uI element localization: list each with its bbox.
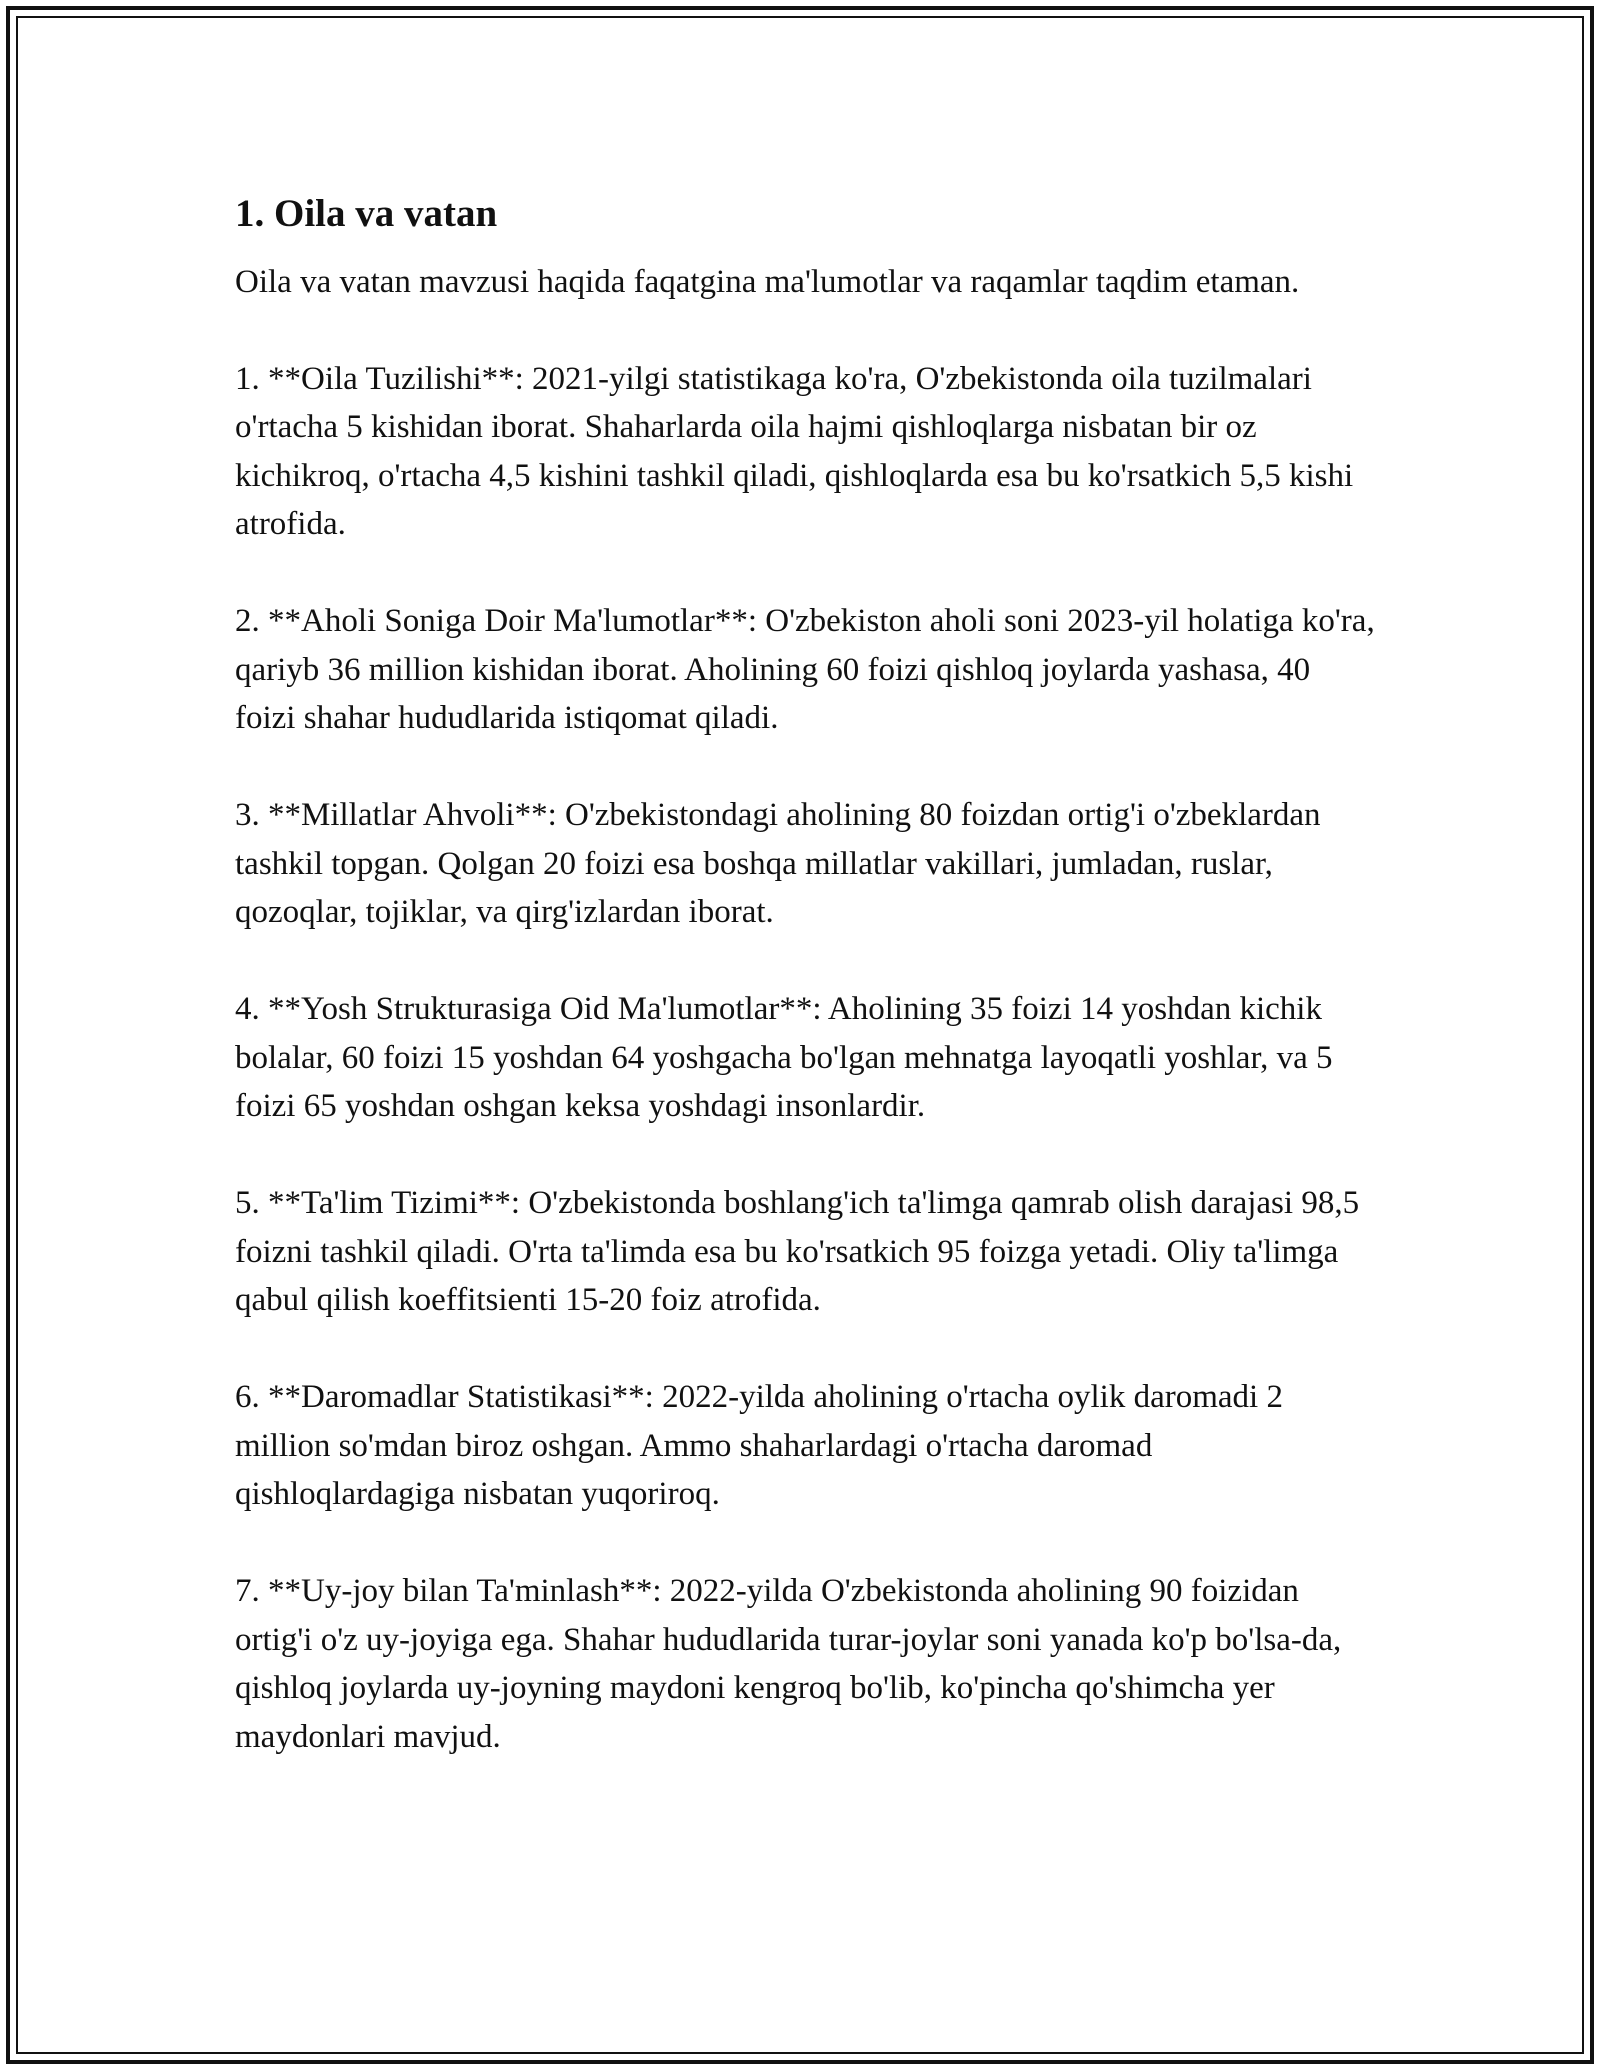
document-title: 1. Oila va vatan <box>235 192 498 235</box>
section-paragraph-daromadlar: 6. **Daromadlar Statistikasi**: 2022-yilda aholining o'rtacha oylik daromadi 2 million so'mdan biroz oshgan. Ammo shaharlardagi o'rtacha daromad qishloqlardagiga nisbatan yuqoriroq. <box>235 1379 1283 1512</box>
intro-paragraph: Oila va vatan mavzusi haqida faqatgina ma'lumotlar va raqamlar taqdim etaman. <box>235 264 1300 300</box>
section-paragraph-aholi-soni: 2. **Aholi Soniga Doir Ma'lumotlar**: O'zbekiston aholi soni 2023-yil holatiga ko'ra, qariyb 36 million kishidan iborat. Aholining 60 foizi qishloq joylarda yashasa, 40 foizi shahar hududlarida istiqomat qiladi. <box>235 603 1375 736</box>
document-body <box>235 188 1375 1810</box>
section-list <box>235 355 1375 1762</box>
section-paragraph-talim: 5. **Ta'lim Tizimi**: O'zbekistonda boshlang'ich ta'limga qamrab olish darajasi 98,5 foizni tashkil qiladi. O'rta ta'limda esa bu ko'rsatkich 95 foizga yetadi. Oliy ta'limga qabul qilish koeffitsienti 15-20 foiz atrofida. <box>235 1185 1360 1318</box>
section-paragraph-millatlar: 3. **Millatlar Ahvoli**: O'zbekistondagi aholining 80 foizdan ortig'i o'zbeklardan tashkil topgan. Qolgan 20 foizi esa boshqa millatlar vakillari, jumladan, ruslar, qozoqlar, tojiklar, va qirg'izlardan iborat. <box>235 797 1321 930</box>
section-paragraph-yosh-strukturasi: 4. **Yosh Strukturasiga Oid Ma'lumotlar**: Aholining 35 foizi 14 yoshdan kichik bolalar, 60 foizi 15 yoshdan 64 yoshgacha bo'lgan mehnatga layoqatli yoshlar, va 5 foizi 65 yoshdan oshgan keksa yoshdagi insonlardir. <box>235 991 1333 1124</box>
section-paragraph-uy-joy: 7. **Uy-joy bilan Ta'minlash**: 2022-yilda O'zbekistonda aholining 90 foizidan ortig'i o'z uy-joyiga ega. Shahar hududlarida turar-joylar soni yanada ko'p bo'lsa-da, qishloq joylarda uy-joyning maydoni kengroq bo'lib, ko'pincha qo'shimcha yer maydonlari mavjud. <box>235 1573 1342 1755</box>
section-paragraph-oila-tuzilishi: 1. **Oila Tuzilishi**: 2021-yilgi statistikaga ko'ra, O'zbekistonda oila tuzilmalari o'rtacha 5 kishidan iborat. Shaharlarda oila hajmi qishloqlarga nisbatan bir oz kichikroq, o'rtacha 4,5 kishini tashkil qiladi, qishloqlarda esa bu ko'rsatkich 5,5 kishi atrofida. <box>235 360 1354 542</box>
